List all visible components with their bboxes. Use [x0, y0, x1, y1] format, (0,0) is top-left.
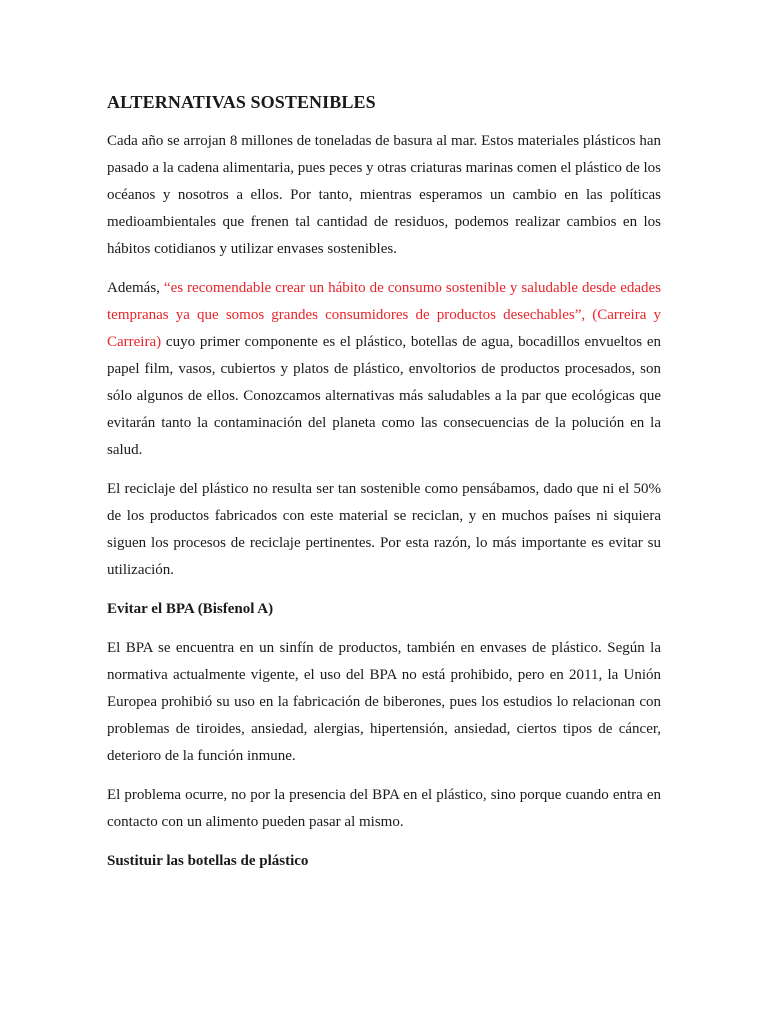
paragraph-problem: El problema ocurre, no por la presencia del BPA en el plástico, sino porque cuando entra en contacto con un alimento pueden pasar al mismo. [107, 787, 661, 830]
quote-citation: “es recomendable crear un hábito de consumo sostenible y saludable desde edades tempranas ya que somos grandes consumidores de productos desechables”, (Carreira y Carreira) [107, 280, 661, 350]
section-heading-bpa: Evitar el BPA (Bisfenol A) [107, 601, 274, 617]
paragraph-lead: Además, [107, 280, 164, 296]
paragraph-intro: Cada año se arrojan 8 millones de toneladas de basura al mar. Estos materiales plásticos han pasado a la cadena alimentaria, pues peces y otras criaturas marinas comen el plástico de los océanos y nosotros a ellos. Por tanto, mientras esperamos un cambio en las políticas medioambientales que frenen tal cantidad de residuos, podemos realizar cambios en los hábitos cotidianos y utilizar envases sostenibles. [107, 133, 661, 257]
paragraph-continuation: cuyo primer componente es el plástico, botellas de agua, bocadillos envueltos en papel film, vasos, cubiertos y platos de plástico, envoltorios de productos procesados, son sólo algunos de ellos. Conozcamos alternativas más saludables a la par que ecológicas que evitarán tanto la contaminación del planeta como las consecuencias de la polución en la salud. [107, 334, 661, 458]
paragraph-recycling: El reciclaje del plástico no resulta ser tan sostenible como pensábamos, dado que ni el 50% de los productos fabricados con este material se reciclan, y en muchos países ni siquiera siguen los procesos de reciclaje pertinentes. Por esta razón, lo más importante es evitar su utilización. [107, 481, 661, 578]
document-title: ALTERNATIVAS SOSTENIBLES [107, 92, 376, 112]
paragraph-consumption [107, 275, 661, 464]
document-page [107, 88, 661, 887]
paragraph-bpa: El BPA se encuentra en un sinfín de productos, también en envases de plástico. Según la normativa actualmente vigente, el uso del BPA no está prohibido, pero en 2011, la Unión Europea prohibió su uso en la fabricación de biberones, pues los estudios lo relacionan con problemas de tiroides, ansiedad, alergias, hipertensión, ansiedad, ciertos tipos de cáncer, deterioro de la función inmune. [107, 640, 661, 764]
section-heading-bottles: Sustituir las botellas de plástico [107, 853, 309, 869]
